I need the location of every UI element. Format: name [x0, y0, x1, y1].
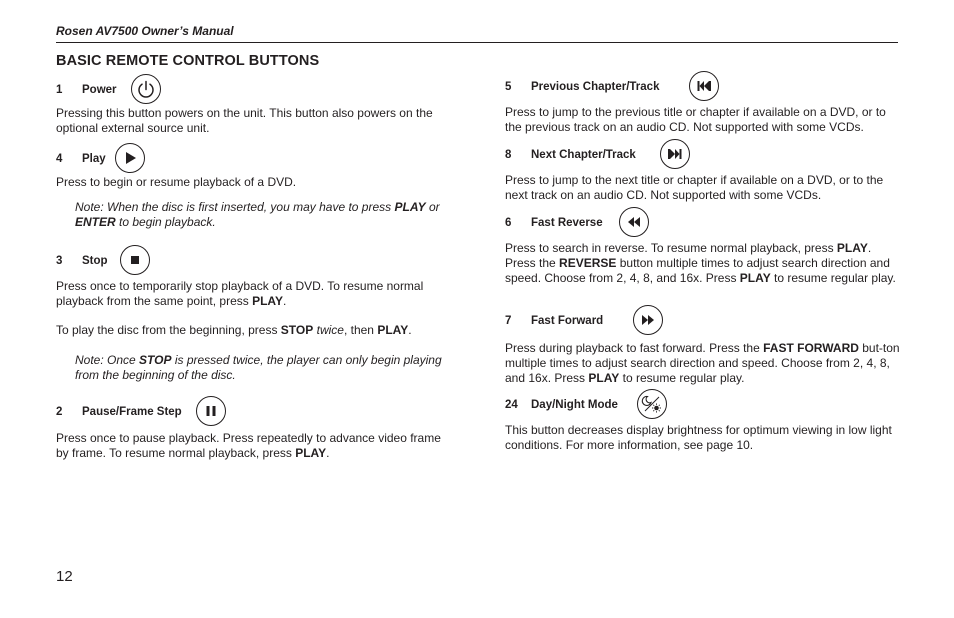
play-note: Note: When the disc is first inserted, you may have to press PLAY or ENTER to begin playback. — [75, 200, 440, 230]
page-header-title: Rosen AV7500 Owner’s Manual — [56, 24, 234, 38]
section-title: BASIC REMOTE CONTROL BUTTONS — [56, 53, 320, 69]
item-number: 4 — [56, 153, 63, 165]
item-label: Stop — [82, 255, 108, 267]
item-label: Pause/Frame Step — [82, 406, 182, 418]
power-item — [56, 74, 452, 136]
item-number: 5 — [505, 81, 512, 93]
fast-reverse-item — [505, 207, 900, 287]
power-description: Pressing this button powers on the unit. This button also powers on the optional external source unit. — [56, 106, 433, 136]
item-label: Next Chapter/Track — [531, 149, 636, 161]
stop-description: Press once to temporarily stop playback of a DVD. To resume normal playback from the same point, press PLAY. — [56, 279, 424, 309]
previous-track-description: Press to jump to the previous title or chapter if available on a DVD, or to the previous track on an audio CD. Not supported with some VCDs. — [505, 105, 886, 135]
stop-item — [56, 245, 452, 383]
fast-reverse-icon — [619, 207, 649, 237]
next-track-item — [505, 139, 900, 203]
item-label: Fast Forward — [531, 315, 604, 327]
item-label: Play — [82, 153, 106, 165]
item-number: 3 — [56, 255, 63, 267]
play-item — [56, 143, 452, 231]
item-number: 6 — [505, 217, 512, 229]
item-label: Power — [82, 84, 117, 96]
item-label: Previous Chapter/Track — [531, 81, 660, 93]
fast-reverse-description: Press to search in reverse. To resume normal playback, press PLAY. Press the REVERSE button multiple times to adjust search direction and speed. Choose from 2, 4, 8, and 16x. Press PLAY to resume regular play. — [505, 241, 896, 286]
stop-note: Note: Once STOP is pressed twice, the player can only begin playing from the beginning of the disc. — [75, 352, 442, 382]
next-track-icon — [660, 139, 690, 169]
stop-icon — [120, 245, 150, 275]
pause-item — [56, 396, 452, 461]
previous-track-item — [505, 71, 900, 135]
item-number: 8 — [505, 149, 512, 161]
fast-forward-description: Press during playback to fast forward. Press the FAST FORWARD but-ton multiple times to adjust search direction and speed. Choose from 2, 4, 8, and 16x. Press PLAY to resume regular play. — [505, 341, 900, 386]
pause-description: Press once to pause playback. Press repeatedly to advance video frame by frame. To resume normal playback, press PLAY. — [56, 431, 441, 461]
fast-forward-item — [505, 305, 900, 387]
page-number: 12 — [56, 568, 73, 585]
day-night-description: This button decreases display brightness for optimum viewing in low light conditions. For more information, see page 10. — [505, 423, 892, 453]
play-description: Press to begin or resume playback of a DVD. — [56, 175, 297, 189]
stop-description-2: To play the disc from the beginning, press STOP twice, then PLAY. — [56, 323, 412, 338]
header-rule — [56, 42, 898, 43]
fast-forward-icon — [633, 305, 663, 335]
previous-track-icon — [689, 71, 719, 101]
play-icon — [115, 143, 145, 173]
item-number: 2 — [56, 406, 63, 418]
day-night-icon — [637, 389, 667, 419]
day-night-item — [505, 389, 900, 453]
pause-icon — [196, 396, 226, 426]
item-number: 24 — [505, 399, 518, 411]
next-track-description: Press to jump to the next title or chapter if available on a DVD, or to the next track on an audio CD. Not supported with some VCDs. — [505, 173, 884, 203]
item-number: 1 — [56, 84, 63, 96]
item-label: Day/Night Mode — [531, 399, 618, 411]
power-icon — [131, 74, 161, 104]
item-number: 7 — [505, 315, 512, 327]
item-label: Fast Reverse — [531, 217, 603, 229]
